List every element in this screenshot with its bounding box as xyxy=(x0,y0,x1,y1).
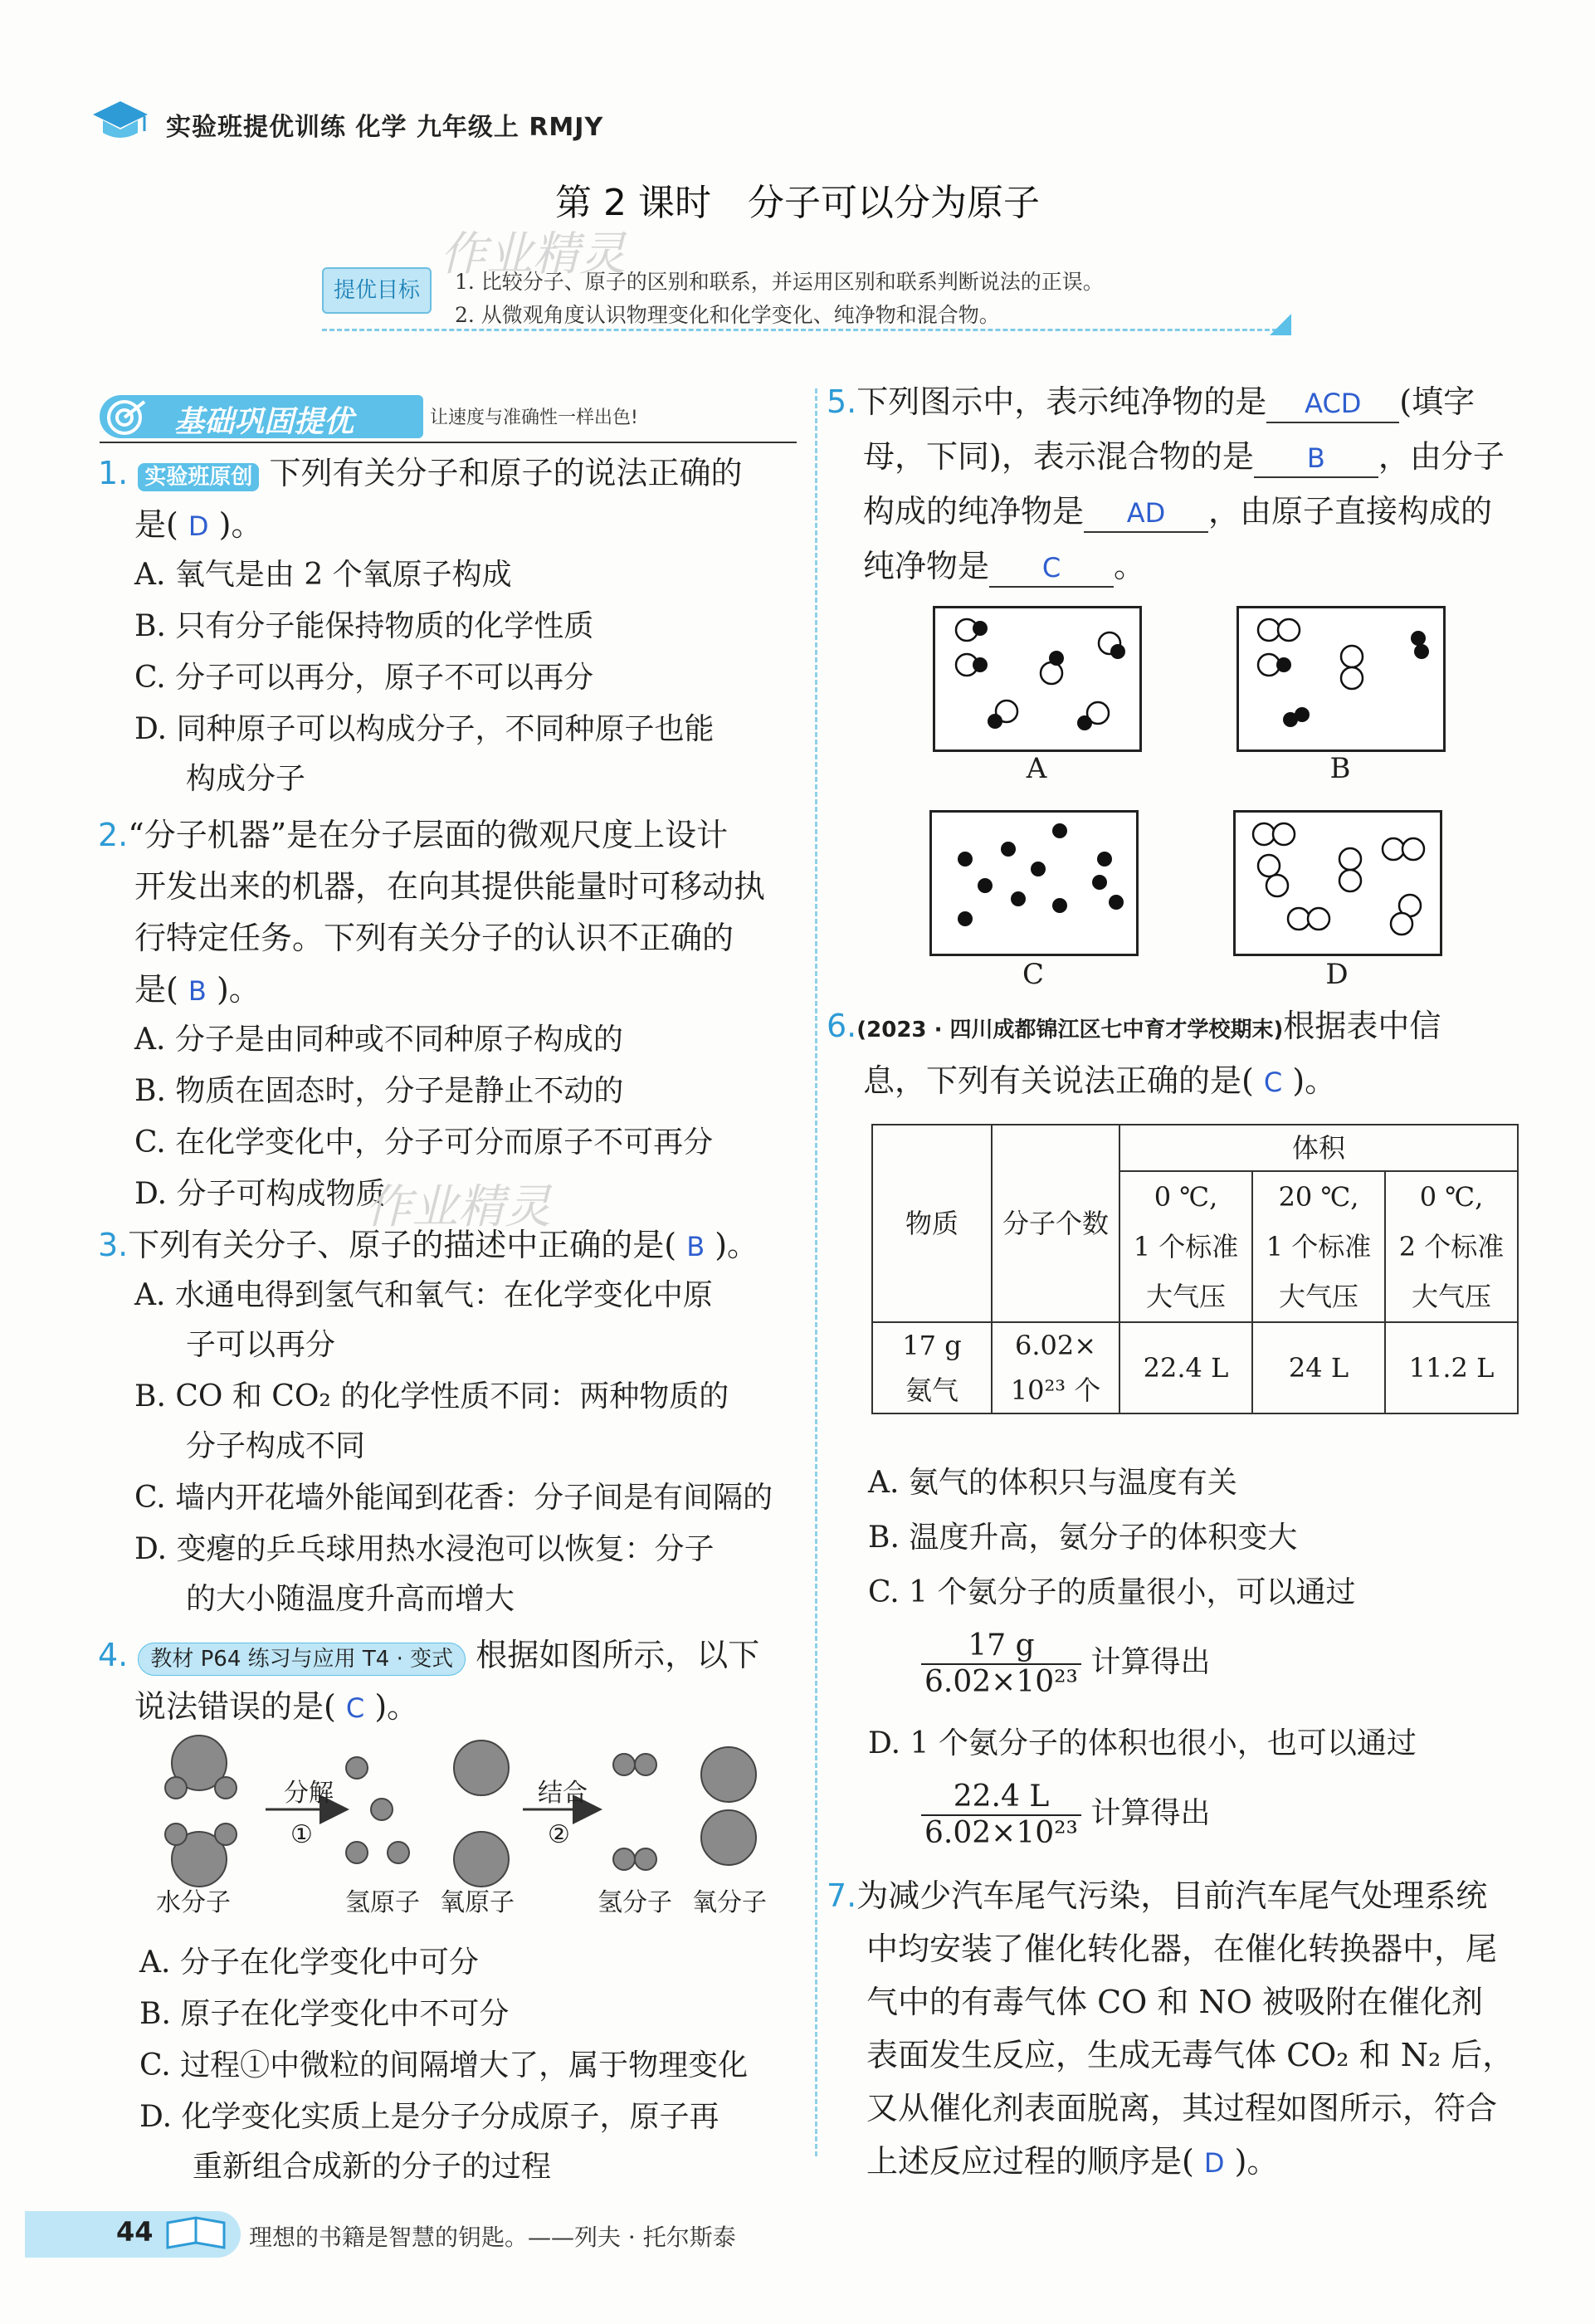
q5-text-8: 。 xyxy=(1114,548,1146,584)
q3-paren-close: )。 xyxy=(715,1227,759,1263)
q5-line-4 xyxy=(863,548,1145,588)
th-cond-2 xyxy=(1252,1171,1385,1322)
q2-text-1: “分子机器”是在分子层面的微观尺度上设计 xyxy=(128,817,729,853)
q3-option-d: D. 变瘪的乒乓球用热水浸泡可以恢复：分子 xyxy=(134,1532,715,1566)
q6-c-numerator: 17 g xyxy=(921,1628,1081,1665)
hydrogen-atom xyxy=(346,1842,368,1863)
q3-stem xyxy=(98,1227,758,1265)
watermark-2: 作业精灵 xyxy=(365,1180,551,1234)
q2-line-3: 行特定任务。下列有关分子的认识不正确的 xyxy=(134,920,734,956)
q5-text-7: 纯净物是 xyxy=(863,548,990,584)
q7-text-end: 上述反应过程的顺序是( xyxy=(866,2143,1194,2180)
q6-answer: C xyxy=(1263,1067,1283,1098)
cond-1-pressure: 1 个标准 xyxy=(1133,1231,1239,1262)
cap-logo-icon xyxy=(91,98,149,144)
q1-option-b: B. 只有分子能保持物质的化学性质 xyxy=(134,609,594,643)
q6-d-tail: 计算得出 xyxy=(1090,1796,1211,1830)
q5-label-b: B xyxy=(1329,752,1351,785)
q6-c-fraction xyxy=(921,1628,1081,1700)
corner-triangle-icon xyxy=(1270,314,1291,335)
q5-number: 5. xyxy=(827,383,857,420)
q2-option-a: A. 分子是由同种或不同种原子构成的 xyxy=(134,1023,623,1057)
q2-paren-open: 是( xyxy=(134,971,178,1008)
q3-option-b: B. CO 和 CO₂ 的化学性质不同：两种物质的 xyxy=(134,1379,729,1413)
oxygen-atom xyxy=(454,1741,509,1795)
q2-option-c: C. 在化学变化中，分子可分而原子不可再分 xyxy=(134,1125,714,1160)
q1-option-d-cont: 构成分子 xyxy=(186,762,306,796)
th-volume: 体积 xyxy=(1119,1125,1518,1171)
q5-box-b xyxy=(1236,606,1446,752)
page-number: 44 xyxy=(116,2216,154,2248)
hydrogen-atom xyxy=(346,1757,368,1779)
cond-3-pressure: 2 个标准 xyxy=(1398,1231,1505,1262)
cell-volume-2: 24 L xyxy=(1252,1322,1385,1413)
footer-quote: 理想的书籍是智慧的钥匙。——列夫 · 托尔斯泰 xyxy=(249,2224,736,2251)
q6-option-a: A. 氨气的体积只与温度有关 xyxy=(868,1466,1237,1500)
q3-option-a-cont: 子可以再分 xyxy=(186,1328,336,1362)
q3-option-d-cont: 的大小随温度升高而增大 xyxy=(186,1582,515,1616)
label-oxygen-molecule: 氧分子 xyxy=(692,1888,767,1917)
q5-answer-mixture: B xyxy=(1306,442,1325,474)
q6-c-tail: 计算得出 xyxy=(1090,1645,1211,1679)
label-hydrogen-atom: 氢原子 xyxy=(345,1888,420,1917)
q1-stem-end xyxy=(134,506,262,544)
q3-option-a: A. 水通电得到氢气和氧气：在化学变化中原 xyxy=(134,1278,713,1312)
q4-arrow1-label: 分解 xyxy=(284,1779,334,1808)
q5-label-a: A xyxy=(1026,752,1047,785)
cond-2-unit: 大气压 xyxy=(1278,1281,1358,1312)
hydrogen-molecule xyxy=(613,1754,656,1775)
q7-number: 7. xyxy=(827,1877,857,1914)
q6-option-c-formula xyxy=(921,1628,1210,1700)
goal-divider xyxy=(322,329,1285,331)
cell-ammonia: 氨气 xyxy=(905,1374,958,1406)
q3-text: 下列有关分子、原子的描述中正确的是( xyxy=(128,1227,677,1263)
q4-text-2: 说法错误的是( xyxy=(134,1688,336,1725)
q2-option-b: B. 物质在固态时，分子是静止不动的 xyxy=(134,1074,624,1108)
oxygen-atom xyxy=(454,1832,509,1887)
q3-option-b-cont: 分子构成不同 xyxy=(186,1429,366,1463)
q6-text-1: 根据表中信 xyxy=(1283,1008,1441,1044)
q2-line-2: 开发出来的机器，在向其提供能量时可移动执 xyxy=(134,868,766,905)
th-substance: 物质 xyxy=(872,1125,992,1322)
q6-number: 6. xyxy=(827,1008,857,1044)
oxygen-molecule xyxy=(701,1747,756,1865)
q7-line-1 xyxy=(827,1877,1487,1914)
q4-option-d-cont: 重新组合成新的分子的过程 xyxy=(193,2150,552,2184)
q6-text-2: 息，下列有关说法正确的是( xyxy=(863,1062,1254,1099)
q6-stem-end xyxy=(863,1062,1336,1101)
q6-stem xyxy=(827,1008,1441,1048)
q5-answer-molecular: AD xyxy=(1126,497,1166,529)
cond-1-temp: 0 ℃, xyxy=(1154,1181,1218,1213)
q5-answer-pure: ACD xyxy=(1305,388,1362,419)
cond-3-temp: 0 ℃, xyxy=(1419,1181,1484,1213)
goal-label: 提优目标 xyxy=(322,267,432,314)
lesson-title: 第 2 课时 分子可以分为原子 xyxy=(555,182,1040,224)
q2-paren-close: )。 xyxy=(216,971,261,1008)
book-icon xyxy=(163,2214,229,2254)
q4-option-d: D. 化学变化实质上是分子分成原子，原子再 xyxy=(139,2100,719,2134)
label-water-molecule: 水分子 xyxy=(156,1888,231,1917)
q7-text-1: 为减少汽车尾气污染，目前汽车尾气处理系统 xyxy=(856,1877,1488,1914)
q6-d-fraction xyxy=(921,1780,1081,1851)
q1-paren-open: 是( xyxy=(134,506,178,543)
q4-text-1: 根据如图所示，以下 xyxy=(476,1637,760,1673)
book-header-title: 实验班提优训练 化学 九年级上 RMJY xyxy=(166,113,604,142)
q1-option-c: C. 分子可以再分，原子不可以再分 xyxy=(134,661,594,695)
hydrogen-atom xyxy=(388,1842,409,1863)
q5-label-d: D xyxy=(1325,958,1349,991)
q1-option-d: D. 同种原子可以构成分子，不同种原子也能 xyxy=(134,712,715,746)
q1-tag: 实验班原创 xyxy=(138,463,259,491)
cell-mass: 17 g xyxy=(902,1330,962,1361)
q5-box-a xyxy=(933,606,1142,752)
q5-line-1 xyxy=(827,383,1475,423)
q5-box-c xyxy=(929,810,1139,956)
q7-stem-end xyxy=(866,2143,1278,2181)
water-molecule-1 xyxy=(165,1736,237,1799)
q1-number: 1. xyxy=(98,455,129,491)
q5-text-5: 构成的纯净物是 xyxy=(863,493,1085,530)
q4-option-b: B. 原子在化学变化中不可分 xyxy=(139,1997,510,2031)
q7-answer: D xyxy=(1203,2147,1225,2179)
q6-option-d-formula xyxy=(921,1780,1210,1851)
q4-arrow2-step: ② xyxy=(548,1820,570,1849)
q4-arrow2-label: 结合 xyxy=(538,1779,588,1808)
goal-line-2: 2. 从微观角度认识物理变化和化学变化、纯净物和混合物。 xyxy=(455,303,1000,327)
q1-stem-line1: 下列有关分子和原子的说法正确的 xyxy=(269,455,743,491)
q6-option-c: C. 1 个氨分子的质量很小，可以通过 xyxy=(868,1575,1356,1609)
cell-count-1: 6.02× xyxy=(1014,1330,1097,1361)
cell-volume-3: 11.2 L xyxy=(1385,1322,1518,1413)
section-rule xyxy=(100,442,797,443)
q5-box-d xyxy=(1233,810,1442,956)
water-molecule-2 xyxy=(165,1824,237,1887)
q1-answer: D xyxy=(188,510,209,542)
cond-2-pressure: 1 个标准 xyxy=(1266,1231,1372,1262)
q5-text-6: ，由原子直接构成的 xyxy=(1208,493,1493,530)
q7-line-2: 中均安装了催化转化器，在催化转换器中，尾 xyxy=(866,1931,1498,1967)
q5-text-2: (填字 xyxy=(1399,383,1475,420)
q4-tag: 教材 P64 练习与应用 T4 · 变式 xyxy=(138,1643,466,1676)
q7-line-3: 气中的有毒气体 CO 和 NO 被吸附在催化剂 xyxy=(866,1984,1483,2020)
q3-answer: B xyxy=(686,1231,705,1262)
q3-option-c: C. 墙内开花墙外能闻到花香：分子间是有间隔的 xyxy=(134,1481,773,1515)
q5-line-2 xyxy=(863,438,1505,478)
q4-option-a: A. 分子在化学变化中可分 xyxy=(139,1946,479,1980)
q2-line-1 xyxy=(98,817,728,853)
th-molecule-count: 分子个数 xyxy=(992,1125,1119,1322)
q3-number: 3. xyxy=(98,1227,129,1263)
q6-d-denominator: 6.02×10²³ xyxy=(924,1816,1078,1850)
q4-stem-end xyxy=(134,1688,418,1726)
hydrogen-molecule xyxy=(613,1848,656,1870)
q6-data-table xyxy=(871,1124,1519,1414)
q4-answer: C xyxy=(345,1692,365,1724)
section-title: 基础巩固提优 xyxy=(174,405,354,439)
q4-arrow1-step: ① xyxy=(290,1820,313,1849)
q4-option-c: C. 过程①中微粒的间隔增大了，属于物理变化 xyxy=(139,2048,749,2082)
cell-count xyxy=(992,1322,1119,1413)
q5-answer-atomic: C xyxy=(1041,552,1061,583)
q2-number: 2. xyxy=(98,817,129,853)
q4-paren-close: )。 xyxy=(374,1688,419,1725)
cond-1-unit: 大气压 xyxy=(1145,1281,1226,1312)
q5-text-1: 下列图示中，表示纯净物的是 xyxy=(856,383,1267,420)
cell-substance xyxy=(872,1322,992,1413)
q2-option-d: D. 分子可构成物质 xyxy=(134,1177,386,1211)
q6-c-denominator: 6.02×10²³ xyxy=(924,1665,1078,1699)
q4-number: 4. xyxy=(98,1637,129,1673)
q1-paren-close: )。 xyxy=(218,506,263,543)
q6-source: (2023 · 四川成都锦江区七中育才学校期末) xyxy=(856,1018,1284,1042)
q7-line-5: 又从催化剂表面脱离，其过程如图所示，符合 xyxy=(866,2090,1498,2126)
q6-option-b: B. 温度升高，氨分子的体积变大 xyxy=(868,1521,1298,1555)
goal-line-1: 1. 比较分子、原子的区别和联系，并运用区别和联系判断说法的正误。 xyxy=(455,270,1104,294)
q6-paren-close: )。 xyxy=(1292,1062,1337,1099)
cond-2-temp: 20 ℃, xyxy=(1278,1181,1359,1213)
q2-answer: B xyxy=(188,975,207,1007)
th-cond-1 xyxy=(1119,1171,1252,1322)
q7-line-4: 表面发生反应，生成无毒气体 CO₂ 和 N₂ 后， xyxy=(866,2037,1515,2073)
label-oxygen-atom: 氧原子 xyxy=(440,1888,515,1917)
column-divider xyxy=(815,388,817,2156)
q6-option-d: D. 1 个氨分子的体积也很小，也可以通过 xyxy=(868,1726,1417,1760)
q5-label-c: C xyxy=(1022,958,1044,991)
target-icon xyxy=(105,398,148,437)
q5-text-3: 母，下同)，表示混合物的是 xyxy=(863,438,1254,475)
q2-stem-end xyxy=(134,971,261,1009)
q5-text-4: ，由分子 xyxy=(1378,438,1505,475)
watermark: 作业精灵 xyxy=(440,227,626,281)
section-slogan: 让速度与准确性一样出色! xyxy=(430,408,638,428)
q5-line-3 xyxy=(863,493,1492,533)
label-hydrogen-molecule: 氢分子 xyxy=(598,1888,672,1917)
q7-paren-close: )。 xyxy=(1234,2143,1279,2180)
th-cond-3 xyxy=(1385,1171,1518,1322)
cell-volume-1: 22.4 L xyxy=(1119,1322,1252,1413)
q1-stem xyxy=(98,455,742,496)
q6-d-numerator: 22.4 L xyxy=(921,1780,1081,1816)
q4-stem xyxy=(98,1637,759,1677)
hydrogen-atom xyxy=(371,1799,393,1820)
cell-count-2: 10²³ 个 xyxy=(1010,1374,1101,1406)
cond-3-unit: 大气压 xyxy=(1411,1281,1491,1312)
q1-option-a: A. 氧气是由 2 个氧原子构成 xyxy=(134,558,512,592)
